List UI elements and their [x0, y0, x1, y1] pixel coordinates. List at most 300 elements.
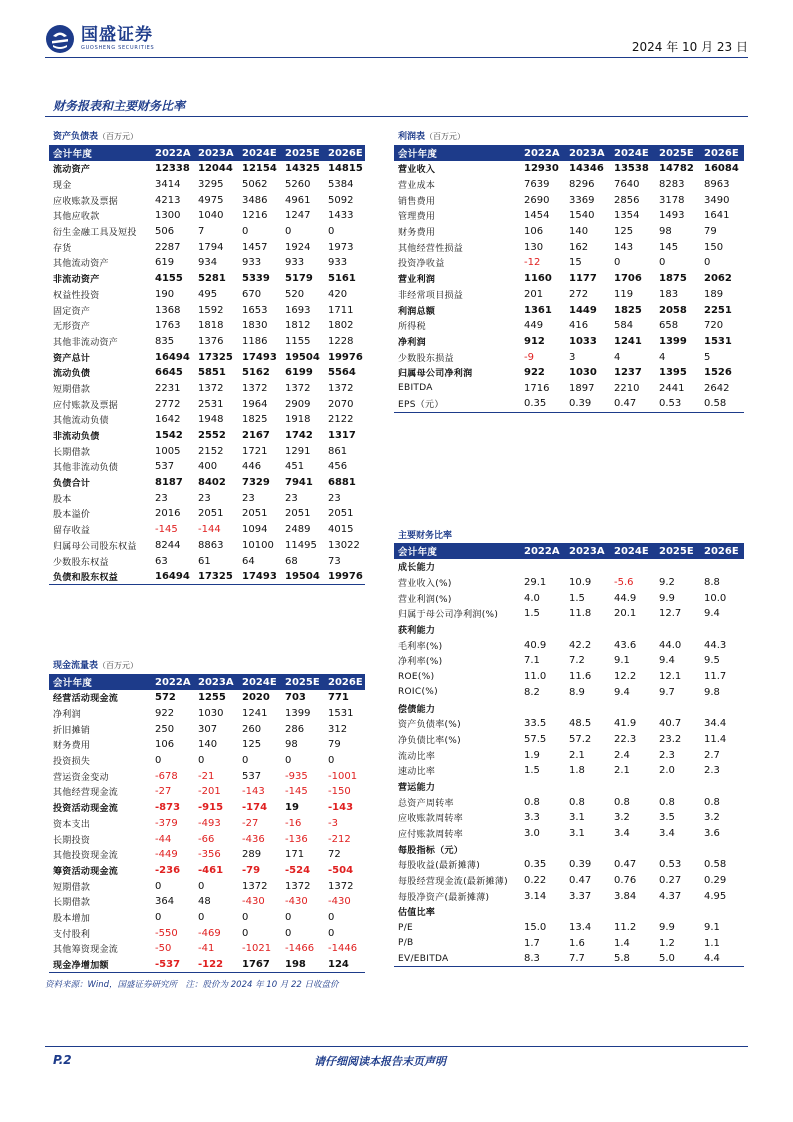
- cell-value: 3178: [659, 194, 685, 206]
- cell-value: 9.4: [614, 686, 630, 698]
- cell-value: 106: [524, 226, 544, 238]
- table-row: [49, 381, 365, 397]
- income-statement-title: 利润表: [398, 132, 426, 142]
- row-label: 支付股利: [53, 929, 91, 940]
- cell-value: 5.0: [659, 953, 675, 965]
- cell-value: 61: [198, 555, 211, 567]
- cell-value: -66: [198, 833, 215, 845]
- cell-value: -79: [242, 864, 261, 876]
- cell-value: 7.1: [524, 655, 540, 667]
- cell-value: -212: [328, 833, 351, 845]
- row-label: 其他筹资现金流: [53, 945, 119, 956]
- table-row: [49, 690, 365, 706]
- row-label: 其他非流动资产: [53, 337, 119, 348]
- cell-value: 0: [328, 226, 335, 238]
- cell-value: 2167: [242, 430, 270, 442]
- cell-value: 125: [614, 226, 634, 238]
- cell-value: 3.4: [659, 828, 675, 840]
- cell-value: 1830: [242, 320, 268, 332]
- cell-value: 456: [328, 461, 348, 473]
- cell-value: 8863: [198, 539, 224, 551]
- cell-value: 0.35: [524, 859, 547, 871]
- cell-value: [655, 622, 700, 638]
- row-label: 所得税: [398, 322, 426, 333]
- table-row: [49, 522, 365, 538]
- table-row: [394, 224, 744, 240]
- table-row: [394, 779, 744, 795]
- cell-value: 3490: [704, 194, 730, 206]
- cell-value: 2642: [704, 382, 730, 394]
- cell-value: 1216: [242, 210, 268, 222]
- cell-value: 0.8: [569, 796, 585, 808]
- cell-value: 8402: [198, 477, 226, 489]
- year-header: 2023A: [194, 674, 238, 690]
- cell-value: 1177: [569, 273, 597, 285]
- cell-value: 250: [155, 723, 175, 735]
- table-row: [49, 553, 365, 569]
- cell-value: 289: [242, 849, 262, 861]
- cell-value: 13538: [614, 163, 649, 175]
- cell-value: 1918: [285, 414, 311, 426]
- cell-value: [520, 622, 565, 638]
- table-row: [394, 747, 744, 763]
- table-row: [394, 622, 744, 638]
- year-header: 2026E: [700, 543, 744, 559]
- year-header: 2023A: [194, 145, 238, 161]
- table-row: [394, 271, 744, 287]
- cell-value: [520, 841, 565, 857]
- cell-value: 5260: [285, 179, 311, 191]
- income-statement-table: [394, 145, 744, 413]
- cell-value: 5162: [242, 367, 270, 379]
- cell-value: 1818: [198, 320, 224, 332]
- row-label: P/E: [398, 922, 414, 933]
- table-row: [394, 287, 744, 303]
- table-row: [49, 302, 365, 318]
- table-row: [394, 590, 744, 606]
- cell-value: 11.8: [569, 608, 592, 620]
- cell-value: 48: [198, 896, 211, 908]
- table-row: [394, 700, 744, 716]
- logo-english: GUOSHENG SECURITIES: [81, 45, 155, 51]
- cell-value: 2.3: [704, 765, 720, 777]
- year-header: 2022A: [520, 145, 565, 161]
- row-label: 营运能力: [398, 782, 436, 793]
- cell-value: 2909: [285, 398, 311, 410]
- cell-value: 79: [328, 739, 341, 751]
- cell-value: -5.6: [614, 577, 634, 589]
- disclaimer-link[interactable]: 请仔细阅读本报告末页声明: [314, 1055, 446, 1068]
- cell-value: -41: [198, 943, 215, 955]
- cell-value: 106: [155, 739, 175, 751]
- table-row: [394, 575, 744, 591]
- cell-value: [520, 559, 565, 575]
- cell-value: 79: [704, 226, 717, 238]
- cell-value: 29.1: [524, 577, 547, 589]
- cell-value: 2231: [155, 382, 181, 394]
- cell-value: 537: [155, 461, 175, 473]
- table-row: [49, 396, 365, 412]
- cell-value: 1763: [155, 320, 181, 332]
- cell-value: 44.0: [659, 639, 682, 651]
- cell-value: [565, 700, 610, 716]
- cell-value: [565, 779, 610, 795]
- cell-value: 2489: [285, 524, 311, 536]
- cell-value: [700, 904, 744, 920]
- cell-value: -150: [328, 786, 351, 798]
- cell-value: 0: [328, 755, 335, 767]
- table-row: [394, 637, 744, 653]
- cell-value: 1.7: [524, 937, 540, 949]
- cell-value: 506: [155, 226, 175, 238]
- cell-value: 72: [328, 849, 341, 861]
- cell-value: -436: [242, 833, 265, 845]
- cell-value: -27: [155, 786, 172, 798]
- row-label: 速动比率: [398, 767, 436, 778]
- row-label: 负债合计: [53, 479, 91, 490]
- table-row: [49, 863, 365, 879]
- cell-value: 0: [285, 755, 292, 767]
- table-row: [49, 878, 365, 894]
- table-row: [394, 318, 744, 334]
- cell-value: 2062: [704, 273, 732, 285]
- cashflow-title: 现金流量表: [53, 661, 99, 671]
- row-label: 财务费用: [398, 228, 436, 239]
- cell-value: -915: [198, 802, 224, 814]
- table-row: [49, 208, 365, 224]
- cell-value: 0.8: [659, 796, 675, 808]
- cell-value: 1.9: [524, 749, 540, 761]
- cell-value: -44: [155, 833, 172, 845]
- cell-value: 12154: [242, 163, 277, 175]
- cell-value: 5062: [242, 179, 268, 191]
- table-row: [394, 857, 744, 873]
- year-header: 2024E: [610, 145, 655, 161]
- cell-value: 162: [569, 241, 589, 253]
- table-row: [49, 910, 365, 926]
- row-label: 长期借款: [53, 447, 91, 458]
- cell-value: -3: [328, 817, 338, 829]
- cell-value: 451: [285, 461, 305, 473]
- cell-value: 3.14: [524, 890, 547, 902]
- cell-value: -469: [198, 927, 221, 939]
- row-label: 少数股东损益: [398, 353, 454, 364]
- cell-value: 449: [524, 320, 544, 332]
- cell-value: -145: [285, 786, 308, 798]
- row-label: EPS（元）: [398, 400, 444, 411]
- cell-value: 1493: [659, 210, 685, 222]
- cell-value: 2856: [614, 194, 640, 206]
- year-header: 2025E: [655, 145, 700, 161]
- cell-value: 3.3: [524, 812, 540, 824]
- table-row: [49, 428, 365, 444]
- row-label: 营业利润(%): [398, 594, 452, 605]
- table-row: [49, 192, 365, 208]
- cell-value: 0.8: [524, 796, 540, 808]
- cell-value: 0: [198, 880, 205, 892]
- cell-value: 1247: [285, 210, 311, 222]
- cell-value: [655, 559, 700, 575]
- cell-value: [565, 904, 610, 920]
- cell-value: 2690: [524, 194, 550, 206]
- row-label: ROE(%): [398, 671, 435, 682]
- cell-value: 9.8: [704, 686, 720, 698]
- cell-value: 1802: [328, 320, 354, 332]
- row-label: 利润总额: [398, 306, 436, 317]
- cell-value: 1372: [328, 382, 354, 394]
- cell-value: 1540: [569, 210, 595, 222]
- cell-value: 17325: [198, 351, 233, 363]
- table-row: [394, 255, 744, 271]
- cell-value: 1.8: [569, 765, 585, 777]
- cell-value: 4961: [285, 194, 311, 206]
- cell-value: 68: [285, 555, 298, 567]
- cell-value: 3.0: [524, 828, 540, 840]
- cell-value: 1372: [328, 880, 354, 892]
- cell-value: 7329: [242, 477, 270, 489]
- row-label: 流动资产: [53, 165, 91, 176]
- balance-sheet-title: 资产负债表: [53, 132, 99, 142]
- balance-sheet-unit: （百万元）: [98, 132, 139, 141]
- cell-value: 1372: [242, 382, 268, 394]
- cell-value: 2.0: [659, 765, 675, 777]
- table-row: [49, 538, 365, 554]
- cell-value: 43.6: [614, 639, 637, 651]
- cell-value: 0.8: [704, 796, 720, 808]
- cell-value: -144: [198, 524, 221, 536]
- cell-value: 5564: [328, 367, 356, 379]
- year-header: 2022A: [151, 674, 194, 690]
- cell-value: 15.0: [524, 922, 547, 934]
- table-row: [394, 936, 744, 952]
- table-header-row: [394, 145, 744, 161]
- cell-value: 150: [704, 241, 724, 253]
- cell-value: 1255: [198, 692, 226, 704]
- cell-value: 1742: [285, 430, 313, 442]
- table-row: [49, 161, 365, 177]
- cell-value: 6881: [328, 477, 356, 489]
- cell-value: 145: [659, 241, 679, 253]
- year-header: 2026E: [324, 145, 365, 161]
- year-header: 2024E: [610, 543, 655, 559]
- cell-value: 9.9: [659, 922, 675, 934]
- cell-value: 2152: [198, 445, 224, 457]
- cell-value: -136: [285, 833, 308, 845]
- cashflow-table: [49, 674, 365, 973]
- cell-value: 0.76: [614, 875, 637, 887]
- row-label: 流动负债: [53, 369, 91, 380]
- cell-value: 1186: [242, 335, 268, 347]
- row-label: 无形资产: [53, 322, 91, 333]
- cell-value: 12930: [524, 163, 559, 175]
- cell-value: 3295: [198, 179, 224, 191]
- table-header-row: [49, 674, 365, 690]
- cell-value: 0: [704, 257, 711, 269]
- cell-value: -461: [198, 864, 224, 876]
- cell-value: 15: [569, 257, 582, 269]
- cell-value: 1399: [659, 335, 687, 347]
- cell-value: 0.53: [659, 859, 682, 871]
- source-note: 资料来源：Wind，国盛证券研究所 注：股价为 2024 年 10 月 22 日收盘价: [45, 980, 339, 990]
- cell-value: 8.3: [524, 953, 540, 965]
- cell-value: 201: [524, 288, 544, 300]
- row-label: 其他经营现金流: [53, 788, 119, 799]
- cell-value: [655, 841, 700, 857]
- cell-value: 5179: [285, 273, 313, 285]
- cell-value: 189: [704, 288, 724, 300]
- cell-value: 20.1: [614, 608, 637, 620]
- cell-value: 190: [155, 288, 175, 300]
- table-row: [49, 753, 365, 769]
- cell-value: 5.8: [614, 953, 630, 965]
- cell-value: 10.0: [704, 592, 727, 604]
- cell-value: 2210: [614, 382, 640, 394]
- table-row: [49, 224, 365, 240]
- cell-value: -449: [155, 849, 178, 861]
- table-row: [49, 177, 365, 193]
- table-row: [394, 716, 744, 732]
- cell-value: 5384: [328, 179, 354, 191]
- cell-value: 0: [659, 257, 666, 269]
- row-label: 现金净增加额: [53, 960, 109, 971]
- table-row: [49, 768, 365, 784]
- table-row: [49, 412, 365, 428]
- table-header-row: [394, 543, 744, 559]
- cell-value: 7.2: [569, 655, 585, 667]
- cell-value: [610, 779, 655, 795]
- row-label: 资产负债率(%): [398, 720, 461, 731]
- cashflow-unit: （百万元）: [98, 661, 139, 670]
- table-row: [394, 810, 744, 826]
- cell-value: 1457: [242, 241, 268, 253]
- cell-value: [700, 779, 744, 795]
- row-label: 其他流动资产: [53, 259, 109, 270]
- cell-value: 1237: [614, 367, 642, 379]
- cell-value: 1368: [155, 304, 181, 316]
- cell-value: 0: [614, 257, 621, 269]
- row-label: 投资活动现金流: [53, 804, 119, 815]
- table-row: [49, 239, 365, 255]
- cell-value: -145: [155, 524, 178, 536]
- cell-value: 584: [614, 320, 634, 332]
- cell-value: 537: [242, 770, 262, 782]
- row-label: 营业利润: [398, 275, 436, 286]
- cell-value: 7.7: [569, 953, 585, 965]
- row-label: P/B: [398, 938, 414, 949]
- cell-value: 3.4: [614, 828, 630, 840]
- row-label: 长期投资: [53, 835, 91, 846]
- table-row: [394, 381, 744, 397]
- cell-value: 260: [242, 723, 262, 735]
- cell-value: 3.1: [569, 812, 585, 824]
- table-row: [49, 784, 365, 800]
- cell-value: 1.2: [659, 937, 675, 949]
- table-row: [394, 873, 744, 889]
- cell-value: 495: [198, 288, 218, 300]
- table-row: [49, 847, 365, 863]
- table-row: [49, 706, 365, 722]
- cell-value: 4155: [155, 273, 183, 285]
- cell-value: 0.22: [524, 875, 547, 887]
- cell-value: 2.7: [704, 749, 720, 761]
- row-label: 投资损失: [53, 757, 91, 768]
- cell-value: 9.4: [704, 608, 720, 620]
- header-label: 会计年度: [394, 543, 520, 559]
- cell-value: -873: [155, 802, 181, 814]
- cell-value: 1.5: [524, 765, 540, 777]
- table-row: [49, 831, 365, 847]
- cell-value: 11495: [285, 539, 317, 551]
- cell-value: 19: [285, 802, 299, 814]
- row-label: 应收账款周转率: [398, 814, 464, 825]
- cell-value: 1372: [285, 880, 311, 892]
- cell-value: 1454: [524, 210, 550, 222]
- cell-value: 0.27: [659, 875, 682, 887]
- row-label: 存货: [53, 243, 72, 254]
- cell-value: 7639: [524, 179, 550, 191]
- cell-value: 5: [704, 351, 711, 363]
- table-row: [49, 941, 365, 957]
- cell-value: 2441: [659, 382, 685, 394]
- cell-value: 1964: [242, 398, 268, 410]
- cell-value: 1542: [155, 430, 183, 442]
- cell-value: 1653: [242, 304, 268, 316]
- cell-value: [655, 779, 700, 795]
- row-label: 营业成本: [398, 181, 436, 192]
- row-label: 应付账款及票据: [53, 400, 119, 411]
- cell-value: 9.1: [614, 655, 630, 667]
- cell-value: 2070: [328, 398, 354, 410]
- year-header: 2025E: [655, 543, 700, 559]
- cell-value: 5339: [242, 273, 270, 285]
- table-row: [49, 318, 365, 334]
- table-row: [394, 349, 744, 365]
- cell-value: 2051: [328, 508, 354, 520]
- row-label: 净负债比率(%): [398, 735, 461, 746]
- cell-value: 922: [155, 708, 175, 720]
- cell-value: 0: [285, 911, 292, 923]
- cell-value: 23: [155, 492, 168, 504]
- table-row: [49, 287, 365, 303]
- cell-value: 1433: [328, 210, 354, 222]
- cell-value: 0.58: [704, 398, 727, 410]
- cell-value: 1721: [242, 445, 268, 457]
- cell-value: 835: [155, 335, 175, 347]
- cell-value: 14346: [569, 163, 604, 175]
- cell-value: 3.5: [659, 812, 675, 824]
- row-label: 资本支出: [53, 819, 91, 830]
- table-row: [394, 826, 744, 842]
- cell-value: 1812: [285, 320, 311, 332]
- cell-value: 4: [614, 351, 621, 363]
- cell-value: 1526: [704, 367, 732, 379]
- cell-value: 1155: [285, 335, 311, 347]
- row-label: 现金: [53, 181, 72, 192]
- cell-value: 140: [198, 739, 218, 751]
- cell-value: 1160: [524, 273, 552, 285]
- cell-value: [520, 904, 565, 920]
- row-label: 销售费用: [398, 196, 436, 207]
- cell-value: -550: [155, 927, 178, 939]
- cell-value: 2051: [242, 508, 268, 520]
- cell-value: 5281: [198, 273, 226, 285]
- table-row: [394, 239, 744, 255]
- cell-value: -430: [285, 896, 308, 908]
- cell-value: 1.6: [569, 937, 585, 949]
- cell-value: 130: [524, 241, 544, 253]
- cell-value: 9.2: [659, 577, 675, 589]
- row-label: 管理费用: [398, 212, 436, 223]
